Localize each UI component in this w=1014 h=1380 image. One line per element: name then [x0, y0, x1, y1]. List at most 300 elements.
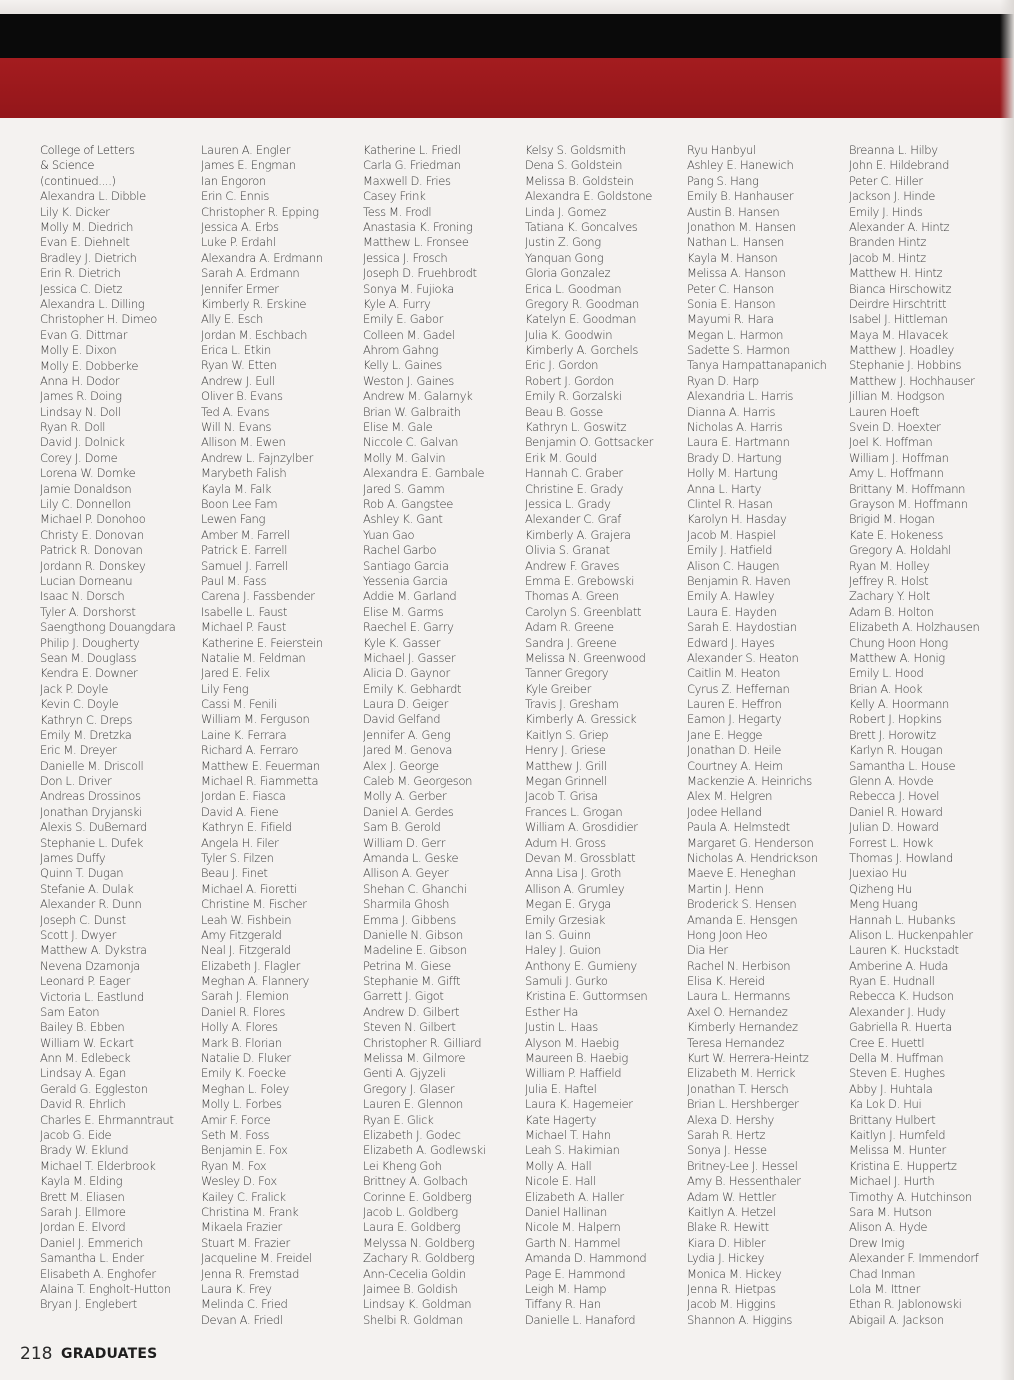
graduate-name: Danielle M. Driscoll — [40, 758, 144, 773]
graduate-name: Alison C. Haugen — [687, 558, 780, 573]
graduate-name: Deirdre Hirschtritt — [849, 296, 947, 311]
graduate-name: Sonya J. Hesse — [687, 1143, 767, 1158]
graduate-name: Yessenia Garcia — [363, 573, 448, 588]
graduate-name: Corey J. Dome — [40, 450, 118, 465]
graduate-name: Kate Hagerty — [525, 1112, 597, 1127]
graduate-name: Alaina T. Engholt-Hutton — [40, 1281, 171, 1296]
graduate-name: Stephanie L. Dufek — [40, 835, 144, 850]
graduate-name: Tiffany R. Han — [525, 1297, 601, 1312]
graduate-name: Meng Huang — [849, 897, 918, 912]
graduate-name: Matthew H. Hintz — [849, 266, 943, 281]
graduate-name: Melissa N. Greenwood — [525, 650, 646, 665]
graduate-name: Drew Imig — [849, 1235, 905, 1250]
graduate-name: Kayla M. Hanson — [687, 250, 778, 265]
graduate-name: Ryu Hanbyul — [687, 143, 756, 157]
graduate-name: Charles E. Ehrmanntraut — [40, 1112, 174, 1127]
graduate-name: Kimberly A. Grajera — [525, 527, 631, 542]
graduate-name: Gregory J. Glaser — [363, 1081, 455, 1096]
graduate-name: Ted A. Evans — [201, 404, 270, 419]
graduate-name: Ann-Cecelia Goldin — [363, 1266, 466, 1281]
graduate-name: Paul M. Fass — [201, 573, 267, 588]
graduate-name: Megan Grinnell — [525, 774, 607, 789]
graduate-name: Martin J. Henn — [687, 881, 764, 896]
graduate-name: Erica L. Etkin — [201, 343, 271, 358]
graduate-name: Amir F. Force — [201, 1112, 271, 1127]
graduate-name: Santiago Garcia — [363, 558, 449, 573]
graduate-name: Andrew D. Gilbert — [363, 1004, 460, 1019]
graduate-name: Pang S. Hang — [687, 173, 759, 188]
graduate-name: Richard A. Ferraro — [201, 743, 299, 758]
graduate-name: Jenna R. Hietpas — [687, 1281, 776, 1296]
graduate-name: Kate E. Hokeness — [849, 527, 943, 542]
graduate-name: Gerald G. Eggleston — [40, 1081, 148, 1096]
graduate-name: Carolyn S. Greenblatt — [525, 604, 642, 619]
graduate-name: Niccole C. Galvan — [363, 435, 459, 450]
graduate-name: Amy B. Hessenthaler — [687, 1174, 801, 1189]
graduate-name: Ian S. Guinn — [525, 927, 591, 942]
graduate-name: Bianca Hirschowitz — [849, 281, 952, 296]
graduate-name: Sara M. Hutson — [849, 1204, 932, 1219]
graduate-name: Matthew A. Honig — [849, 650, 945, 665]
name-column-3 — [363, 143, 523, 1328]
graduate-name: Mark B. Florian — [201, 1035, 282, 1050]
graduate-name: Juexiao Hu — [849, 866, 907, 881]
graduate-name: Alex M. Helgren — [687, 789, 773, 804]
graduate-name: Laura E. Hartmann — [687, 435, 790, 450]
graduate-name: Tess M. Frodl — [363, 204, 432, 219]
graduate-name: Peter C. Hanson — [687, 281, 774, 296]
graduate-name: Alison L. Huckenpahler — [849, 927, 973, 942]
graduate-name: Amy Fitzgerald — [201, 927, 282, 942]
graduate-name: Andrew L. Fajnzylber — [201, 450, 314, 465]
graduate-name: Jacob M. Hintz — [849, 250, 926, 265]
graduate-name: Alexandria L. Harris — [687, 389, 794, 404]
graduate-name: Andrew F. Graves — [525, 558, 620, 573]
graduate-name: Stephanie J. Hobbins — [849, 358, 962, 373]
graduate-name: Danielle N. Gibson — [363, 927, 463, 942]
graduate-name: Caitlin M. Heaton — [687, 666, 781, 681]
graduate-name: Melissa M. Gilmore — [363, 1051, 466, 1066]
graduate-name: Jessica J. Frosch — [363, 250, 448, 265]
graduate-name: Jacob T. Grisa — [525, 789, 598, 804]
graduate-name: Nicholas A. Harris — [687, 420, 783, 435]
graduate-name: Alexandra E. Goldstone — [525, 189, 653, 204]
graduate-name: Laura E. Goldberg — [363, 1220, 461, 1235]
graduate-name: Molly E. Dixon — [40, 343, 117, 358]
graduate-name: Qizheng Hu — [849, 881, 912, 896]
graduate-name: Dena S. Goldstein — [525, 158, 623, 173]
graduate-name: Kimberly R. Erskine — [201, 296, 307, 311]
graduate-name: Brian L. Hershberger — [687, 1097, 799, 1112]
graduate-name: Gregory A. Holdahl — [849, 543, 951, 558]
graduate-name: Margaret G. Henderson — [687, 835, 814, 850]
graduate-name: Nathan L. Hansen — [687, 235, 784, 250]
graduate-name: Lewen Fang — [201, 512, 266, 527]
graduate-name: Isabelle L. Faust — [201, 604, 288, 619]
graduate-name: Cassi M. Fenili — [201, 697, 277, 712]
section-title-line-1: College of Letters — [40, 143, 135, 157]
graduate-name: Lei Kheng Goh — [363, 1158, 442, 1173]
graduate-name: Ryan D. Harp — [687, 373, 759, 388]
graduate-name: Ryan M. Holley — [849, 558, 930, 573]
graduate-name: Lorena W. Domke — [40, 466, 136, 481]
graduate-name: Karolyn H. Hasday — [687, 512, 787, 527]
name-column-1 — [40, 143, 200, 1313]
header-red-band — [0, 58, 1014, 118]
graduate-name: Holly A. Flores — [201, 1020, 278, 1035]
graduate-name: Sarah E. Haydostian — [687, 620, 797, 635]
graduate-name: Anthony E. Gumieny — [525, 958, 637, 973]
graduate-name: Grayson M. Hoffmann — [849, 496, 968, 511]
graduate-name: Katelyn E. Goodman — [525, 312, 637, 327]
graduate-name: Julia E. Haftel — [525, 1081, 597, 1096]
graduate-name: Rachel Garbo — [363, 543, 437, 558]
graduate-name: Samantha L. Ender — [40, 1251, 144, 1266]
graduate-name: Joseph C. Dunst — [40, 912, 126, 927]
graduate-name: Evan G. Dittmar — [40, 327, 128, 342]
graduate-name: Kaitlyn A. Hetzel — [687, 1204, 776, 1219]
graduate-name: Andrew M. Galarnyk — [363, 389, 473, 404]
graduate-name: Kelsy S. Goldsmith — [525, 143, 626, 157]
graduate-name: Rob A. Gangstee — [363, 496, 453, 511]
graduate-name: William P. Haffield — [525, 1066, 622, 1081]
graduate-name: Joel K. Hoffman — [849, 435, 933, 450]
graduate-name: Lauren A. Engler — [201, 143, 291, 157]
graduate-name: Matthew A. Dykstra — [40, 943, 147, 958]
graduate-name: Monica M. Hickey — [687, 1266, 782, 1281]
graduate-name: Timothy A. Hutchinson — [849, 1189, 972, 1204]
graduate-name: Garth N. Hammel — [525, 1235, 621, 1250]
graduate-name: Elise M. Garms — [363, 604, 444, 619]
graduate-name: Michael R. Fiammetta — [201, 774, 319, 789]
graduate-name: Sarah R. Hertz — [687, 1128, 766, 1142]
graduate-name: Laine K. Ferrara — [201, 727, 287, 742]
graduate-name: Svein D. Hoexter — [849, 420, 941, 435]
graduate-name: Wesley D. Fox — [201, 1174, 277, 1189]
graduate-name: Britney-Lee J. Hessel — [687, 1158, 798, 1173]
graduate-name: Will N. Evans — [201, 420, 272, 435]
graduate-name: Leigh M. Hamp — [525, 1281, 607, 1296]
name-column-4 — [525, 143, 685, 1328]
graduate-name: David A. Fiene — [201, 804, 279, 819]
graduate-name: Jenna R. Fremstad — [201, 1266, 300, 1281]
graduate-name: Philip J. Dougherty — [40, 635, 140, 650]
graduate-name: Paula A. Helmstedt — [687, 820, 790, 835]
graduate-name: Erik M. Gould — [525, 450, 597, 465]
graduate-name: Garrett J. Gigot — [363, 989, 444, 1004]
graduate-name: Sharmila Ghosh — [363, 897, 450, 912]
graduate-name: Mackenzie A. Heinrichs — [687, 774, 812, 789]
graduate-name: Anna H. Dodor — [40, 373, 120, 388]
graduate-name: Jonathon M. Hansen — [687, 219, 796, 234]
graduate-name: Beau B. Gosse — [525, 404, 603, 419]
graduate-name: Lily C. Donnellon — [40, 497, 131, 512]
graduate-name: Elisabeth A. Enghofer — [40, 1266, 156, 1281]
graduate-name: Kristina E. Guttormsen — [525, 989, 648, 1004]
graduate-name: Ashley K. Gant — [363, 512, 443, 527]
graduate-name: William A. Grosdidier — [525, 820, 638, 835]
graduate-name: Kiara D. Hibler — [687, 1235, 766, 1250]
graduate-name: Kayla M. Falk — [201, 481, 272, 496]
graduate-name: Corinne E. Goldberg — [363, 1189, 472, 1204]
graduate-name: Alex J. George — [363, 758, 439, 773]
graduate-name: Kelly L. Gaines — [363, 358, 442, 373]
graduate-name: Jessica C. Dietz — [40, 281, 123, 296]
graduate-name: Ahrom Gahng — [363, 343, 439, 358]
graduate-name: Victoria L. Eastlund — [40, 989, 144, 1004]
graduate-name: Jordan E. Fiasca — [201, 789, 286, 804]
graduate-name: Kathryn L. Goswitz — [525, 420, 627, 435]
graduate-name: Alexander A. Hintz — [849, 219, 950, 234]
graduate-name: Erin C. Ennis — [201, 189, 269, 204]
graduate-name: Sean M. Douglass — [40, 650, 137, 665]
graduate-name: Chung Hoon Hong — [849, 635, 948, 650]
graduate-name: Ryan E. Glick — [363, 1112, 434, 1127]
graduate-name: Jamie Donaldson — [40, 481, 132, 496]
graduate-name: Kevin C. Doyle — [40, 697, 119, 712]
graduate-name: Lauren E. Heffron — [687, 697, 782, 712]
graduate-name: Forrest L. Howk — [849, 835, 933, 850]
graduate-name: Jacob L. Goldberg — [363, 1204, 458, 1219]
graduate-name: Neal J. Fitzgerald — [201, 943, 291, 958]
graduate-name: Jared M. Genova — [363, 743, 453, 758]
graduate-name: Daniel J. Emmerich — [40, 1235, 143, 1250]
graduate-name: Elizabeth J. Flagler — [201, 958, 301, 973]
graduate-name: Marybeth Falish — [201, 466, 287, 481]
graduate-name: Steven N. Gilbert — [363, 1020, 456, 1035]
graduate-name: James R. Doing — [40, 389, 122, 404]
graduate-name: Ashley E. Hanewich — [687, 158, 794, 173]
graduate-name: Jonathan D. Heile — [687, 743, 781, 758]
graduate-name: Molly A. Gerber — [363, 789, 447, 804]
graduate-name: Zachary Y. Holt — [849, 589, 930, 604]
graduate-name: Daniel R. Howard — [849, 804, 943, 819]
graduate-name: Rachel N. Herbison — [687, 958, 791, 973]
graduate-name: John E. Hildebrand — [849, 158, 950, 173]
graduate-name: Benjamin R. Haven — [687, 573, 791, 588]
graduate-name: James Duffy — [40, 851, 106, 866]
graduate-name: Christopher R. Epping — [201, 204, 319, 219]
section-label: GRADUATES — [61, 1346, 158, 1362]
graduate-name: Justin Z. Gong — [525, 235, 601, 250]
graduate-name: Bailey B. Ebben — [40, 1020, 125, 1035]
graduate-name: Boon Lee Fam — [201, 496, 278, 511]
graduate-name: Emily Grzesiak — [525, 912, 606, 927]
graduate-name: Bryan J. Englebert — [40, 1297, 137, 1312]
graduate-name: David R. Ehrlich — [40, 1097, 126, 1112]
graduate-name: Christy E. Donovan — [40, 527, 144, 542]
graduate-name: Amanda L. Geske — [363, 850, 459, 865]
graduate-name: Kathryn C. Dreps — [40, 712, 133, 727]
graduate-name: Sandra J. Greene — [525, 635, 617, 650]
graduate-name: Gabriella R. Huerta — [849, 1020, 952, 1035]
graduate-name: Lauren E. Glennon — [363, 1097, 463, 1112]
graduate-name: Anna Lisa J. Groth — [525, 866, 622, 881]
graduate-name: William D. Gerr — [363, 835, 446, 850]
section-title-line-2: & Science — [40, 158, 95, 173]
graduate-name: Saengthong Douangdara — [40, 620, 176, 635]
graduate-name: Alexis S. DuBernard — [40, 820, 147, 835]
graduate-name: Molly A. Hall — [525, 1158, 592, 1173]
graduate-name: Jared S. Gamm — [363, 481, 445, 496]
graduate-name: Natalie M. Feldman — [201, 650, 306, 665]
graduate-name: Sarah J. Flemion — [201, 989, 289, 1004]
graduate-name: Patrick E. Farrell — [201, 543, 288, 558]
graduate-name: Alison A. Hyde — [849, 1220, 928, 1235]
graduate-name: Emily J. Hinds — [849, 204, 923, 219]
graduate-name: Robert J. Gordon — [525, 373, 614, 388]
graduate-name: Alexandra L. Dibble — [40, 189, 146, 204]
graduate-name: Petrina M. Giese — [363, 958, 451, 973]
graduate-name: Madeline E. Gibson — [363, 943, 467, 958]
page-number: 218 — [20, 1344, 53, 1364]
graduate-name: Jackson J. Hinde — [849, 189, 936, 204]
graduate-name: Molly E. Dobberke — [40, 358, 139, 373]
graduate-name: Scott J. Dwyer — [40, 927, 117, 942]
graduate-name: Brady W. Eklund — [40, 1143, 129, 1158]
graduate-name: Amanda E. Hensgen — [687, 912, 798, 927]
graduate-name: William W. Eckart — [40, 1035, 134, 1050]
graduate-name: Alexandra A. Erdmann — [201, 250, 323, 265]
graduate-name: Brittney A. Golbach — [363, 1174, 468, 1189]
graduate-name: Stephanie M. Gifft — [363, 974, 461, 989]
graduate-name: Amanda D. Hammond — [525, 1251, 647, 1266]
graduate-name: Stefanie A. Dulak — [40, 881, 134, 896]
graduate-name: Brett J. Horowitz — [849, 727, 936, 742]
graduate-name: Lucian Dorneanu — [40, 573, 133, 588]
graduate-name: Nicholas A. Hendrickson — [687, 850, 818, 865]
graduate-name: Sam Eaton — [40, 1004, 100, 1019]
graduate-name: Laura K. Hagemeier — [525, 1097, 633, 1112]
graduate-name: Kyle Greiber — [525, 681, 591, 696]
graduate-name: Benjamin O. Gottsacker — [525, 435, 654, 450]
graduate-name: Ryan R. Doll — [40, 420, 106, 435]
graduate-name: Meghan L. Foley — [201, 1081, 289, 1096]
graduate-name: Andreas Drossinos — [40, 789, 141, 804]
graduate-name: Kaitlyn J. Humfeld — [849, 1128, 946, 1142]
graduate-name: Emily A. Hawley — [687, 589, 775, 604]
graduate-name: Shannon A. Higgins — [687, 1312, 792, 1327]
graduate-name: Brittany M. Hoffmann — [849, 481, 966, 496]
graduate-name: Shelbi R. Goldman — [363, 1312, 463, 1327]
graduate-name: Meghan A. Flannery — [201, 974, 309, 989]
graduate-name: Ryan M. Fox — [201, 1158, 267, 1173]
graduate-name: Nicole M. Halpern — [525, 1220, 621, 1235]
graduate-name: Emma J. Gibbens — [363, 912, 456, 927]
graduate-name: Sam B. Gerold — [363, 820, 441, 835]
graduate-name: Lindsay K. Goldman — [363, 1297, 472, 1312]
graduate-name: Michael A. Fioretti — [201, 881, 297, 896]
graduate-name: Molly M. Galvin — [363, 450, 446, 465]
graduate-name: Jonathan Dryjanski — [40, 804, 143, 819]
graduate-name: Tanya Harnpattanapanich — [687, 358, 827, 373]
graduate-name: Jared E. Felix — [201, 666, 270, 681]
graduate-name: Michael P. Donohoo — [40, 512, 146, 527]
graduate-name: Haley J. Guion — [525, 943, 601, 958]
graduate-name: Brady D. Hartung — [687, 450, 782, 465]
graduate-name: Nicole E. Hall — [525, 1174, 596, 1189]
graduate-name: Carla G. Friedman — [363, 158, 461, 173]
graduate-name: Megan L. Harmon — [687, 327, 784, 342]
graduate-name: Emily M. Dretzka — [40, 727, 132, 742]
graduate-name: Jacqueline M. Freidel — [201, 1251, 312, 1266]
graduate-name: Sadette S. Harmon — [687, 343, 790, 358]
graduate-name: Jacob M. Haspiel — [687, 527, 776, 542]
graduate-name: Adam W. Hettler — [687, 1189, 776, 1204]
graduate-name: Joseph D. Fruehbrodt — [363, 266, 477, 281]
graduate-name: Brigid M. Hogan — [849, 512, 935, 527]
graduate-name: Brett M. Eliasen — [40, 1189, 125, 1204]
graduate-name: Colleen M. Gadel — [363, 327, 455, 342]
graduate-name: Broderick S. Hensen — [687, 897, 797, 912]
name-column-5 — [687, 143, 847, 1328]
graduate-name: Cyrus Z. Heffernan — [687, 681, 790, 696]
graduate-name: Lily K. Dicker — [40, 204, 110, 219]
graduate-name: Jessica A. Erbs — [201, 219, 279, 234]
graduate-name: Anastasia K. Froning — [363, 219, 473, 234]
graduate-name: Kaitlyn S. Griep — [525, 727, 609, 742]
graduate-name: Jane E. Hegge — [687, 727, 763, 742]
graduate-name: Michael P. Faust — [201, 620, 286, 635]
graduate-name: Elizabeth A. Holzhausen — [849, 620, 980, 635]
graduate-name: Shehan C. Ghanchi — [363, 881, 467, 896]
graduate-name: Branden Hintz — [849, 235, 927, 250]
graduate-name: Beau J. Finet — [201, 866, 268, 881]
graduate-name: Jodee Helland — [687, 804, 762, 819]
graduate-name: James E. Engman — [201, 158, 296, 173]
graduate-name: Ryan W. Etten — [201, 358, 277, 373]
graduate-name: Ka Lok D. Hui — [849, 1097, 922, 1112]
graduate-name: Seth M. Foss — [201, 1128, 270, 1142]
graduate-name: Eric J. Gordon — [525, 358, 599, 373]
graduate-name: Laura D. Geiger — [363, 697, 448, 712]
graduate-name: Alexander S. Heaton — [687, 650, 799, 665]
graduate-name: Ann M. Edlebeck — [40, 1051, 131, 1066]
graduate-name: Anna L. Harty — [687, 481, 762, 496]
graduate-name: Chad Inman — [849, 1266, 916, 1281]
graduate-name: Frances L. Grogan — [525, 804, 623, 819]
graduate-name: Matthew L. Fronsee — [363, 235, 469, 250]
graduate-name: Rebecca K. Hudson — [849, 989, 954, 1004]
graduate-name: Elizabeth A. Haller — [525, 1189, 624, 1204]
graduate-name: Laura K. Frey — [201, 1281, 272, 1296]
graduate-name: Samantha L. House — [849, 758, 956, 773]
graduate-name: Jonathan T. Hersch — [687, 1081, 789, 1096]
graduate-name: Jillian M. Hodgson — [849, 389, 945, 404]
graduate-name: Lauren Hoeft — [849, 404, 920, 419]
graduate-name: Elizabeth M. Herrick — [687, 1066, 796, 1081]
graduate-name: Kurt W. Herrera-Heintz — [687, 1051, 809, 1066]
graduate-name: Jennifer A. Geng — [363, 727, 451, 742]
graduate-name: Maxwell D. Fries — [363, 173, 451, 188]
graduate-name: Brittany Hulbert — [849, 1112, 936, 1127]
graduate-name: Jeffrey R. Holst — [849, 573, 929, 588]
graduate-name: Abby J. Huhtala — [849, 1081, 933, 1096]
graduate-name: Isaac N. Dorsch — [40, 589, 125, 604]
graduate-name: Raechel E. Garry — [363, 620, 454, 635]
graduate-name: Emily L. Hood — [849, 666, 924, 681]
graduate-name: Zachary R. Goldberg — [363, 1251, 475, 1266]
graduate-name: Allison A. Geyer — [363, 866, 449, 881]
graduate-name: Dia Her — [687, 943, 728, 958]
graduate-name: Daniel R. Flores — [201, 1004, 285, 1019]
graduate-name: Erica L. Goodman — [525, 281, 622, 296]
graduate-name: Maureen B. Haebig — [525, 1051, 628, 1066]
graduate-name: Emily E. Gabor — [363, 312, 444, 327]
graduate-name: Laura L. Hermanns — [687, 989, 791, 1004]
graduate-name: Gregory R. Goodman — [525, 296, 640, 311]
graduate-name: Mayumi R. Hara — [687, 312, 774, 327]
